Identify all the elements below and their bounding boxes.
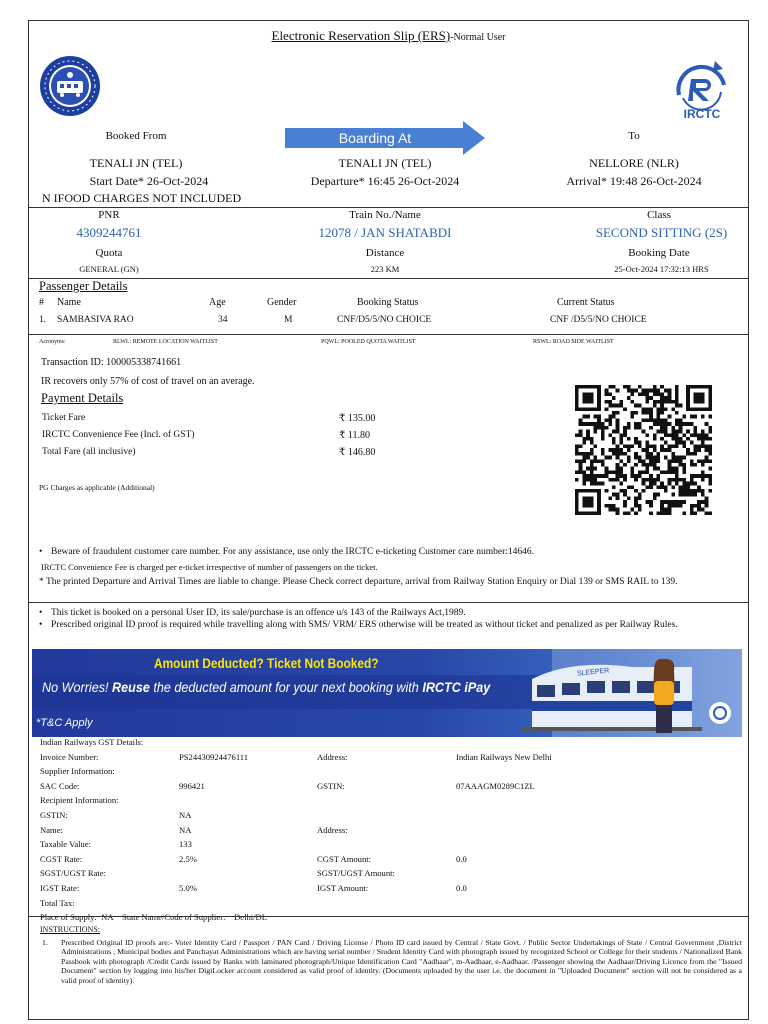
list-item	[42, 938, 742, 985]
recipient-gstin-value: NA	[179, 809, 192, 820]
table-row	[40, 868, 552, 883]
col-booking-status: Booking Status	[357, 297, 419, 308]
banner-reuse: Reuse	[112, 679, 150, 695]
booking-date-value: 25-Oct-2024 17:32:13 HRS	[614, 264, 709, 274]
ers-title: Electronic Reservation Slip (ERS)	[271, 28, 451, 43]
igst-amount-label: IGST Amount:	[317, 882, 369, 893]
recipient-gstin-label: GSTIN:	[40, 809, 68, 820]
boarding-station: TENALI JN (TEL)	[338, 156, 432, 170]
table-row	[40, 854, 552, 869]
banner-rest: the deducted amount for your next booking with	[153, 679, 419, 695]
convenience-note: IRCTC Convenience Fee is charged per e-ticket irrespective of number of passengers on the ticket.	[41, 562, 378, 572]
total-fare-value: ₹ 146.80	[339, 447, 376, 458]
address-value: Indian Railways New Delhi	[456, 751, 552, 762]
igst-rate-value: 5.0%	[179, 882, 197, 893]
table-row	[40, 737, 552, 752]
table-row	[40, 781, 552, 796]
invoice-label: Invoice Number:	[40, 751, 99, 762]
sac-label: SAC Code:	[40, 780, 80, 791]
supplier-state-label: State Name/Code of Supplier:	[122, 912, 226, 923]
divider	[29, 602, 748, 603]
booking-date-label: Booking Date	[628, 247, 690, 259]
irctc-logo-text: IRCTC	[683, 107, 721, 121]
passenger-number: 1.	[39, 315, 47, 325]
train-label: Train No./Name	[349, 209, 421, 221]
banner-coach-text: SLEEPER	[576, 667, 610, 678]
ticket-notes-list: • This ticket is booked on a personal User ID, its sale/purchase is an offence u/s 143 of the Railways Act,1989. • Prescribed original ID proof is required while travelling along with SMS/ VRM/ ERS otherwise will be treated as without ticket and penalized as per Railway Rules.	[39, 608, 678, 630]
banner-brand: IRCTC iPay	[422, 679, 491, 695]
recipient-address-label: Address:	[317, 824, 348, 835]
indian-railways-logo-icon	[39, 55, 101, 117]
train-value: 12078 / JAN SHATABDI	[318, 225, 452, 240]
arrival-time: Arrival* 19:48 26-Oct-2024	[566, 174, 702, 188]
col-number: #	[39, 297, 44, 308]
gst-details-table	[40, 737, 552, 927]
col-name: Name	[57, 297, 81, 308]
ticket-qr-code	[575, 385, 712, 515]
table-row	[40, 912, 552, 927]
gstin-label: GSTIN:	[317, 780, 345, 791]
invoice-value: PS24430924476111	[179, 751, 249, 762]
user-type: -Normal User	[450, 32, 506, 43]
banner-tc: *T&C Apply	[36, 717, 93, 729]
food-note: N IFOOD CHARGES NOT INCLUDED	[42, 191, 242, 205]
start-date: Start Date* 26-Oct-2024	[89, 174, 209, 188]
from-station: TENALI JN (TEL)	[89, 156, 183, 170]
col-current-status: Current Status	[557, 297, 615, 308]
passenger-gender: M	[284, 315, 293, 325]
passenger-current-status: CNF /D5/5/NO CHOICE	[550, 315, 647, 325]
table-row	[40, 766, 552, 781]
recipient-info-label: Recipient Information:	[40, 795, 119, 806]
passenger-details-heading: Passenger Details	[39, 279, 128, 293]
table-row	[40, 898, 552, 913]
recipient-name-label: Name:	[40, 824, 63, 835]
to-label: To	[628, 130, 640, 142]
acronym-rswl: RSWL: ROAD SIDE WAITLIST	[533, 339, 614, 345]
col-age: Age	[209, 297, 226, 308]
passenger-age: 34	[218, 315, 228, 325]
recovery-note: IR recovers only 57% of cost of travel on an average.	[41, 376, 255, 387]
table-row	[40, 883, 552, 898]
supplier-state-value: Delhi/DL	[234, 912, 267, 923]
booked-from-label: Booked From	[105, 130, 167, 142]
pnr-label: PNR	[98, 209, 120, 221]
banner-headline: Amount Deducted? Ticket Not Booked?	[154, 655, 379, 671]
table-row	[40, 810, 552, 825]
class-value: SECOND SITTING (2S)	[595, 225, 728, 240]
banner-tagline	[42, 679, 490, 695]
acronym-rlwl: RLWL: REMOTE LOCATION WAITLIST	[113, 339, 218, 345]
place-of-supply-label: Place of Supply:	[40, 912, 97, 923]
times-note: * The printed Departure and Arrival Times are liable to change. Please Check correct departure, arrival from Railway Station Enquiry or Dial 139 or SMS RAIL to 139.	[39, 577, 678, 587]
passenger-name: SAMBASIVA RAO	[57, 315, 134, 325]
sac-value: 996421	[179, 780, 205, 791]
payment-details-heading: Payment Details	[41, 391, 124, 405]
ers-title-row	[29, 27, 748, 45]
transaction-id: Transaction ID: 100005338741661	[41, 357, 182, 368]
personal-id-note: This ticket is booked on a personal User ID, its sale/purchase is an offence u/s 143 of the Railways Act,1989.	[51, 608, 466, 618]
quota-value: GENERAL (GN)	[79, 264, 139, 274]
instruction-number: 1.	[42, 938, 48, 947]
cgst-amount-label: CGST Amount:	[317, 853, 372, 864]
cgst-amount-value: 0.0	[456, 853, 467, 864]
acronym-pqwl: PQWL: POOLED QUOTA WAITLIST	[321, 339, 416, 345]
instructions-heading: INSTRUCTIONS:	[40, 925, 101, 934]
irctc-ipay-banner[interactable]	[32, 649, 742, 737]
divider	[29, 916, 748, 917]
gstin-value: 07AAAGM0289C1ZL	[456, 780, 535, 791]
convenience-fee-value: ₹ 11.80	[339, 430, 370, 441]
boarding-at-label: Boarding At	[338, 130, 412, 146]
ers-ticket	[28, 20, 749, 1020]
divider	[29, 278, 748, 279]
ticket-fare-label: Ticket Fare	[42, 413, 86, 423]
pg-charges-note: PG Charges as applicable (Additional)	[39, 483, 155, 492]
table-row	[40, 825, 552, 840]
igst-rate-label: IGST Rate:	[40, 882, 80, 893]
divider	[29, 207, 748, 208]
fraud-note: • Beware of fraudulent customer care number. For any assistance, use only the IRCTC e-ticketing Customer care number:14646.	[39, 547, 535, 557]
to-station: NELLORE (NLR)	[589, 156, 679, 170]
recipient-name-value: NA	[179, 824, 192, 835]
acronyms-label: Acronyms:	[39, 339, 66, 345]
taxable-value: 133	[179, 839, 192, 850]
class-label: Class	[647, 209, 671, 221]
supplier-info-label: Supplier Information:	[40, 766, 115, 777]
departure-time: Departure* 16:45 26-Oct-2024	[310, 174, 460, 188]
cgst-rate-value: 2.5%	[179, 853, 197, 864]
cgst-rate-label: CGST Rate:	[40, 853, 83, 864]
ticket-fare-value: ₹ 135.00	[339, 413, 376, 424]
sgst-rate-label: SGST/UGST Rate:	[40, 868, 106, 879]
table-row	[40, 795, 552, 810]
total-fare-label: Total Fare (all inclusive)	[42, 447, 136, 457]
convenience-fee-label: IRCTC Convenience Fee (Incl. of GST)	[42, 430, 195, 440]
total-tax-label: Total Tax:	[40, 897, 75, 908]
instruction-text: Prescribed Original ID proofs are:- Voter Identity Card / Passport / PAN Card / Driving License / Photo ID card issued by Central / State Govt. / Public Sector Undertakings of State / Central Government ,District Administrations , Municipal bodies and Panchayat Administrations which are having serial number / Student Identity Card with photograph issued by recognized School or College for their students / Nationalized Bank Passbook with photograph /Credit Cards issued by Banks with laminated photograph/Unique Identification Card "Aadhaar", m-Aadhaar, e-Aadhaar. /Passenger showing the Aadhaar/Driving Licence from the "Issued Document" section by logging into his/her DigiLocker account considered as valid proof of identity. (Documents uploaded by the user i.e. the document in "Uploaded Document" section will not be considered as a valid proof of identity).	[61, 938, 742, 985]
distance-label: Distance	[365, 247, 405, 259]
place-of-supply-row	[40, 912, 552, 927]
pnr-value: 4309244761	[76, 225, 142, 240]
address-label: Address:	[317, 751, 348, 762]
id-proof-note: Prescribed original ID proof is required while travelling along with SMS/ VRM/ ERS otherwise will be treated as without ticket and penalized as per Railway Rules.	[51, 619, 678, 630]
place-of-supply-value: NA	[101, 912, 114, 923]
table-row	[40, 752, 552, 767]
taxable-value-label: Taxable Value:	[40, 839, 92, 850]
sgst-amount-label: SGST/UGST Amount:	[317, 868, 395, 879]
col-gender: Gender	[267, 297, 297, 308]
distance-value: 223 KM	[370, 264, 400, 274]
divider	[29, 334, 748, 335]
banner-worries: No Worries!	[42, 679, 109, 695]
gst-heading: Indian Railways GST Details:	[40, 737, 144, 747]
fraud-note-text: Beware of fraudulent customer care number. For any assistance, use only the IRCTC e-ticketing Customer care number:14646.	[51, 547, 535, 557]
table-row	[40, 839, 552, 854]
igst-amount-value: 0.0	[456, 882, 467, 893]
quota-label: Quota	[95, 247, 123, 259]
passenger-booking-status: CNF/D5/5/NO CHOICE	[337, 315, 432, 325]
